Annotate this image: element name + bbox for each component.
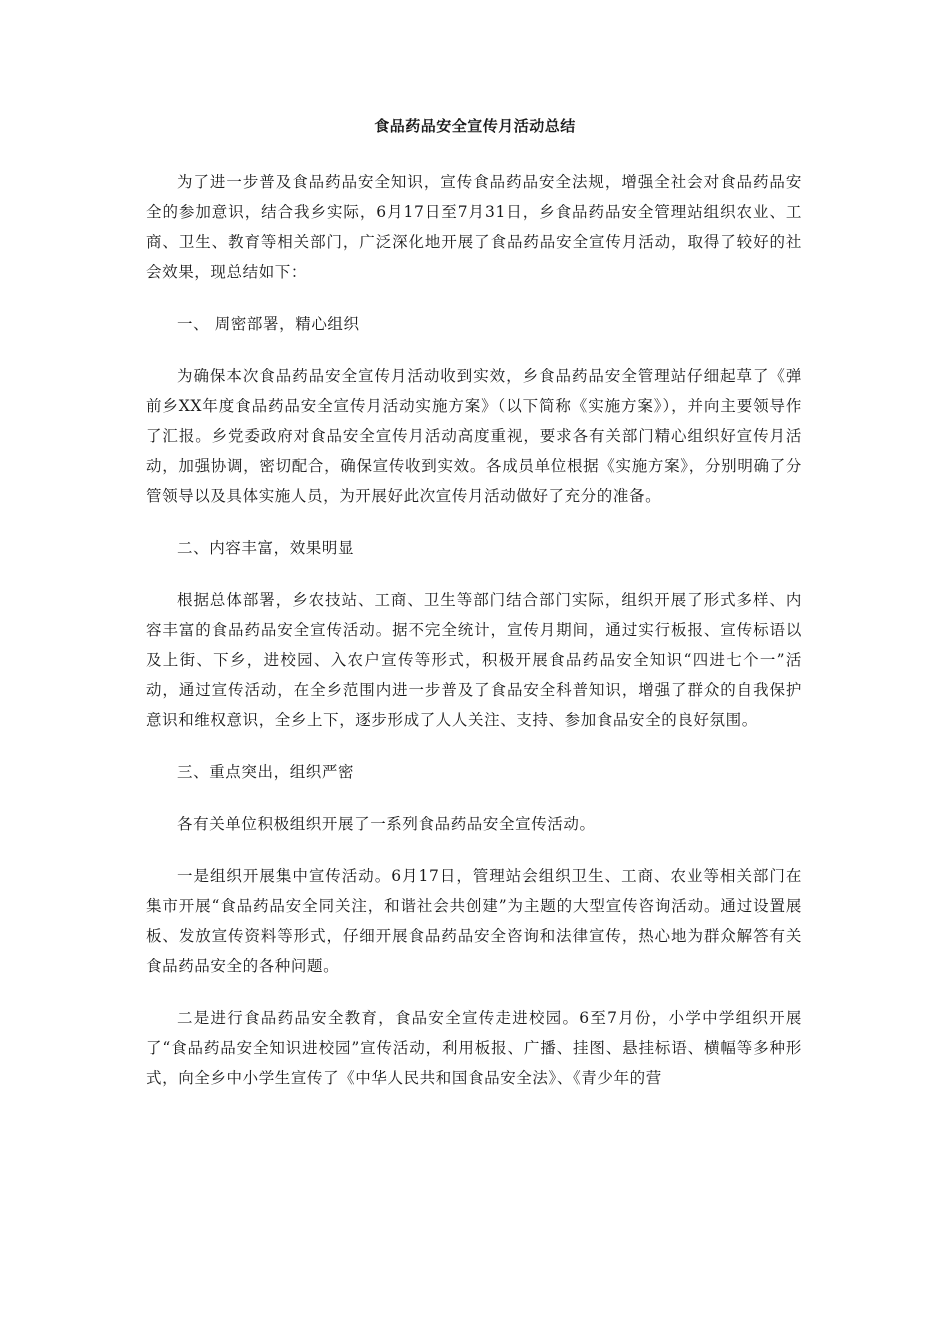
section-3-intro-paragraph: 各有关单位积极组织开展了一系列食品药品安全宣传活动。 bbox=[177, 815, 596, 833]
section-1-paragraph: 为确保本次食品药品安全宣传月活动收到实效，乡食品药品安全管理站仔细起草了《弹前乡XX年度食品药品安全宣传月活动实施方案》（以下简称《实施方案》），并向主要领导作了汇报。乡党委政府对食品安全宣传月活动高度重视，要求各有关部门精心组织好宣传月活动，加强协调，密切配合，确保宣传收到实效。各成员单位根据《实施方案》，分别明确了分管领导以及具体实施人员，为开展好此次宣传月活动做好了充分的准备。 bbox=[146, 367, 802, 505]
section-2-paragraph: 根据总体部署，乡农技站、工商、卫生等部门结合部门实际，组织开展了形式多样、内容丰富的食品药品安全宣传活动。据不完全统计，宣传月期间，通过实行板报、宣传标语以及上街、下乡，进校园、入农户宣传等形式，积极开展食品药品安全知识“四进七个一”活动，通过宣传活动，在全乡范围内进一步普及了食品安全科普知识，增强了群众的自我保护意识和维权意识，全乡上下，逐步形成了人人关注、支持、参加食品安全的良好氛围。 bbox=[146, 591, 802, 729]
document-title: 食品药品安全宣传月活动总结 bbox=[374, 117, 576, 135]
section-heading-1: 一、 周密部署，精心组织 bbox=[177, 315, 360, 333]
section-3-item-2-paragraph: 二是进行食品药品安全教育，食品安全宣传走进校园。6至7月份，小学中学组织开展了“食品药品安全知识进校园”宣传活动，利用板报、广播、挂图、悬挂标语、横幅等多种形式，向全乡中小学生宣传了《中华人民共和国食品安全法》、《青少年的营 bbox=[146, 1009, 802, 1087]
document-body bbox=[146, 167, 802, 1115]
section-3-item-1-paragraph: 一是组织开展集中宣传活动。6月17日，管理站会组织卫生、工商、农业等相关部门在集市开展“食品药品安全同关注，和谐社会共创建”为主题的大型宣传咨询活动。通过设置展板、发放宣传资料等形式，仔细开展食品药品安全咨询和法律宣传，热心地为群众解答有关食品药品安全的各种问题。 bbox=[146, 867, 802, 975]
section-heading-2: 二、内容丰富，效果明显 bbox=[177, 539, 355, 557]
intro-paragraph: 为了进一步普及食品药品安全知识，宣传食品药品安全法规，增强全社会对食品药品安全的参加意识，结合我乡实际，6月17日至7月31日，乡食品药品安全管理站组织农业、工商、卫生、教育等相关部门，广泛深化地开展了食品药品安全宣传月活动，取得了较好的社会效果，现总结如下： bbox=[146, 173, 802, 281]
section-heading-3: 三、重点突出，组织严密 bbox=[177, 763, 355, 781]
